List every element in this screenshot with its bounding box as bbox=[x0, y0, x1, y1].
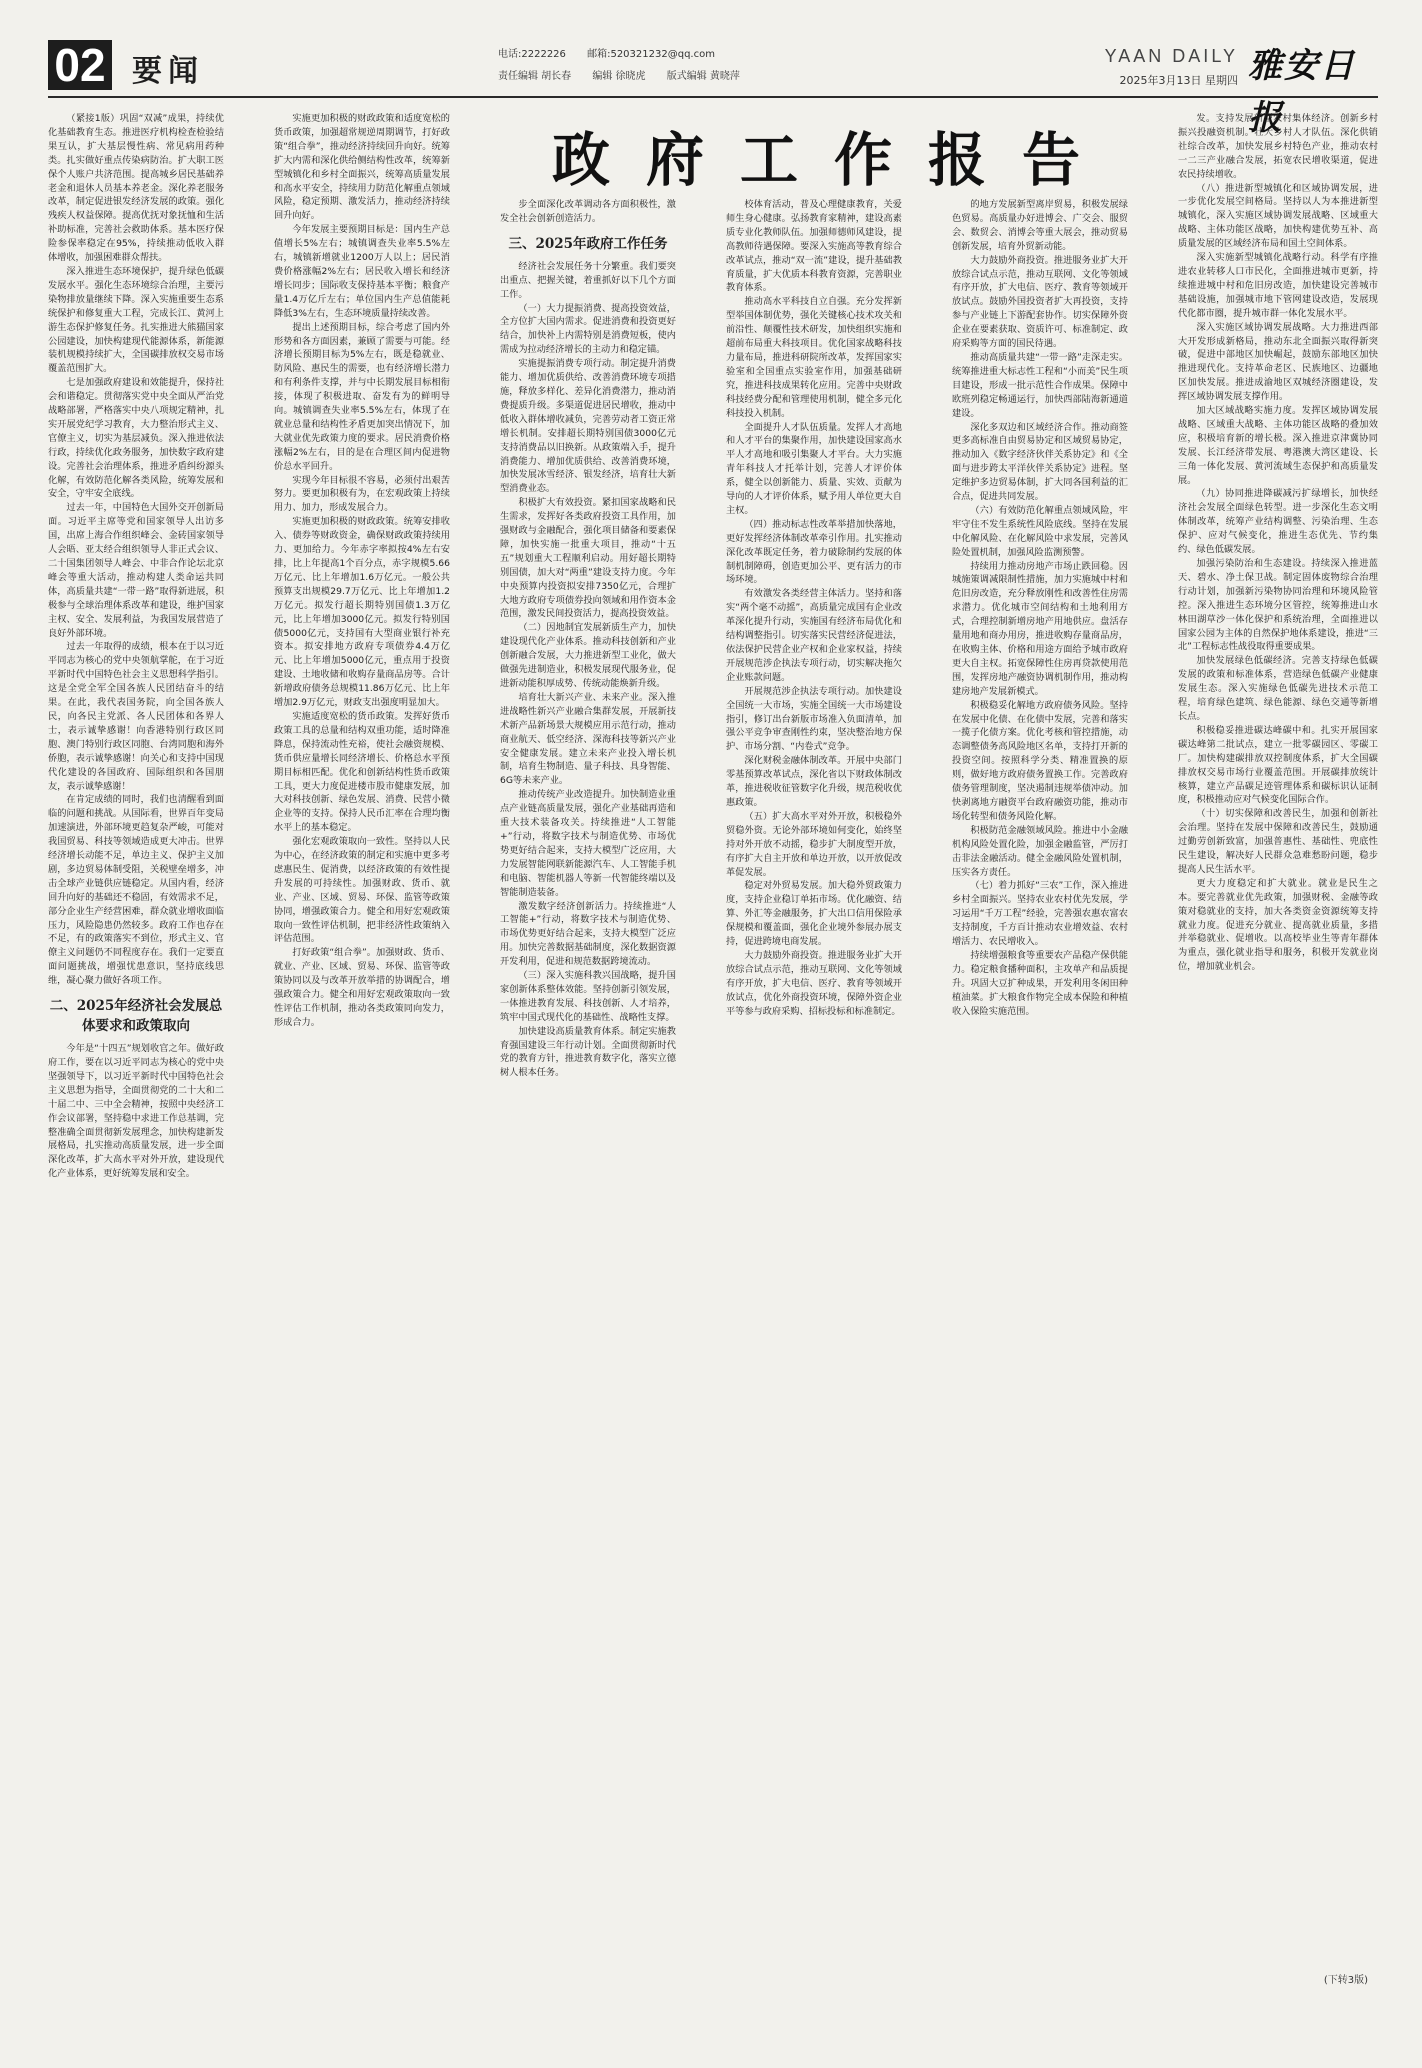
paragraph: 实施适度宽松的货币政策。发挥好货币政策工具的总量和结构双重功能，适时降准降息，保持流动性充裕，使社会融资规模、货币供应量增长同经济增长、价格总水平预期目标相匹配。优化和创新结构性货币政策工具，更大力度促进楼市股市健康发展，加大对科技创新、绿色发展、消费、民营小微企业等的支持。保持人民币汇率在合理均衡水平上的基本稳定。 bbox=[274, 710, 450, 834]
paragraph: （二）因地制宜发展新质生产力，加快建设现代化产业体系。推动科技创新和产业创新融合发展，大力推进新型工业化，做大做强先进制造业，积极发展现代服务业，促进新动能积厚成势、传统动能焕新升级。 bbox=[500, 622, 676, 689]
paragraph: （六）有效防范化解重点领域风险，牢牢守住不发生系统性风险底线。坚持在发展中化解风险、在化解风险中求发展，完善风险处置机制，加强风险监测预警。 bbox=[952, 504, 1128, 558]
paragraph: （八）推进新型城镇化和区域协调发展，进一步优化发展空间格局。坚持以人为本推进新型城镇化，深入实施区域协调发展战略、区域重大战略、主体功能区战略，加快构建优势互补、高质量发展的区域经济布局和国土空间体系。 bbox=[1178, 182, 1378, 250]
paragraph: 激发数字经济创新活力。持续推进“人工智能+”行动，将数字技术与制造优势、市场优势更好结合起来，支持大模型广泛应用。加快完善数据基础制度，深化数据资源开发利用，促进和规范数据跨境流动。 bbox=[500, 900, 676, 968]
paragraph: 加大区域战略实施力度。发挥区域协调发展战略、区域重大战略、主体功能区战略的叠加效应，积极培育新的增长极。深入推进京津冀协同发展、长江经济带发展、粤港澳大湾区建设、长三角一体化发展、黄河流域生态保护和高质量发展。 bbox=[1178, 405, 1378, 486]
paragraph: 推动高质量共建“一带一路”走深走实。统筹推进重大标志性工程和“小而美”民生项目建设，形成一批示范性合作成果。保障中欧班列稳定畅通运行，加快西部陆海新通道建设。 bbox=[952, 351, 1128, 419]
paragraph: 过去一年，中国特色大国外交开创新局面。习近平主席等党和国家领导人出访多国，出席上海合作组织峰会、金砖国家领导人会晤、亚太经合组织领导人非正式会议、二十国集团领导人峰会、中非合作论坛北京峰会等重大活动，推动构建人类命运共同体，高质量共建“一带一路”取得新进展，积极参与全球治理体系改革和建设，维护国家主权、安全、发展利益，为我国发展营造了良好外部环境。 bbox=[48, 502, 224, 639]
text-column-4 bbox=[726, 198, 902, 2068]
header-rule bbox=[48, 96, 1378, 98]
paragraph: 积极扩大有效投资。紧扣国家战略和民生需求，发挥好各类政府投资工具作用，加强财政与金融配合，强化项目储备和要素保障，加快实施一批重大项目，推动“十五五”规划重大工程顺利启动。用好超长期特别国债，加大对“两重”建设支持力度。今年中央预算内投资拟安排7350亿元，合理扩大地方政府专项债券投向领域和用作资本金范围，激发民间投资活力，提高投资效益。 bbox=[500, 497, 676, 620]
paragraph: 实施更加积极的财政政策。统筹安排收入、债券等财政资金，确保财政政策持续用力、更加给力。今年赤字率拟按4%左右安排，比上年提高1个百分点，赤字规模5.66万亿元、比上年增加1.6万亿元。一般公共预算支出规模29.7万亿元、比上年增加1.2万亿元。拟发行超长期特别国债1.3万亿元，比上年增加3000亿元。拟发行特别国债5000亿元，支持国有大型商业银行补充资本。拟安排地方政府专项债券4.4万亿元、比上年增加5000亿元，重点用于投资建设、土地收储和收购存量商品房等。合计新增政府债务总规模11.86万亿元、比上年增加2.9万亿元，财政支出强度明显加大。 bbox=[274, 516, 450, 709]
paragraph: 实现今年目标很不容易，必须付出艰苦努力。要更加积极有为，在宏观政策上持续用力、加力，形成发展合力。 bbox=[274, 474, 450, 514]
page-number: 02 bbox=[48, 40, 112, 90]
paragraph: （七）着力抓好“三农”工作，深入推进乡村全面振兴。坚持农业农村优先发展，学习运用“千万工程”经验，完善强农惠农富农支持制度，千方百计推动农业增效益、农村增活力、农民增收入。 bbox=[952, 880, 1128, 948]
paragraph: 的地方发展新型离岸贸易，积极发展绿色贸易。高质量办好进博会、广交会、服贸会、数贸会、消博会等重大展会，推动贸易创新发展，培育外贸新动能。 bbox=[952, 199, 1128, 252]
paragraph: 持续增强粮食等重要农产品稳产保供能力。稳定粮食播种面积，主攻单产和品质提升。巩固大豆扩种成果，开发利用冬闲田种植油菜。扩大粮食作物完全成本保险和种植收入保险实施范围。 bbox=[952, 949, 1128, 1017]
text-column-6 bbox=[1178, 112, 1378, 1982]
editor: 编辑 徐晓虎 bbox=[592, 71, 646, 82]
paragraph: 今年是“十四五”规划收官之年。做好政府工作，要在以习近平同志为核心的党中央坚强领导下，以习近平新时代中国特色社会主义思想为指导，全面贯彻党的二十大和二十届二中、三中全会精神，按照中央经济工作会议部署，坚持稳中求进工作总基调，完整准确全面贯彻新发展理念，加快构建新发展格局，扎实推动高质量发展，进一步全面深化改革，扩大高水平对外开放，建设现代化产业体系，更好统筹发展和安全。 bbox=[48, 1043, 224, 1180]
section-heading: 三、2025年政府工作任务 bbox=[508, 235, 668, 252]
paragraph: 校体育活动，普及心理健康教育，关爱师生身心健康。弘扬教育家精神，建设高素质专业化教师队伍。加强师德师风建设，提高教师待遇保障。要深入实施高等教育综合改革试点，推动“双一流”建设，提升基础教育质量，扩大优质本科教育资源，完善职业教育体系。 bbox=[726, 199, 902, 294]
paragraph: （五）扩大高水平对外开放，积极稳外贸稳外资。无论外部环境如何变化，始终坚持对外开放不动摇，稳步扩大制度型开放，有序扩大自主开放和单边开放，以开放促改革促发展。 bbox=[726, 810, 902, 878]
paragraph: 积极稳妥推进碳达峰碳中和。扎实开展国家碳达峰第二批试点，建立一批零碳园区、零碳工厂。加快构建碳排放双控制度体系，扩大全国碳排放权交易市场行业覆盖范围。开展碳排放统计核算，建立产品碳足迹管理体系和碳标识认证制度，积极推动应对气候变化国际合作。 bbox=[1178, 724, 1378, 806]
paragraph: 稳定对外贸易发展。加大稳外贸政策力度，支持企业稳订单拓市场。优化融资、结算、外汇等金融服务，扩大出口信用保险承保规模和覆盖面，强化企业境外参展办展支持，促进跨境电商发展。 bbox=[726, 880, 902, 948]
layout-editor: 版式编辑 黄晓萍 bbox=[666, 71, 740, 82]
paragraph: 有效激发各类经营主体活力。坚持和落实“两个毫不动摇”，高质量完成国有企业改革深化提升行动，实施国有经济布局优化和结构调整指引。切实落实民营经济促进法，依法保护民营企业产权和企业家权益，持续开展规范涉企执法专项行动，切实解决拖欠企业账款问题。 bbox=[726, 588, 902, 683]
paragraph: 七是加强政府建设和效能提升，保持社会和谐稳定。贯彻落实党中央全面从严治党战略部署，严格落实中央八项规定精神，扎实开展党纪学习教育，大力整治形式主义、官僚主义，切实为基层减负。深入推进依法行政，持续优化政务服务，加快数字政府建设。完善社会治理体系，推进矛盾纠纷源头化解，有效防范化解各类风险，统筹发展和安全，守牢安全底线。 bbox=[48, 377, 224, 500]
text-column-5 bbox=[952, 198, 1128, 2068]
continued-note: (下转3版) bbox=[1323, 1975, 1368, 1986]
section-name: 要闻 bbox=[132, 54, 204, 89]
paragraph: 深入实施区域协调发展战略。大力推进西部大开发形成新格局，推动东北全面振兴取得新突破，促进中部地区加快崛起，鼓励东部地区加快推进现代化。支持革命老区、民族地区、边疆地区加快发展。推进成渝地区双城经济圈建设，发挥区域协调发展支撑作用。 bbox=[1178, 321, 1378, 403]
paragraph: 提出上述预期目标，综合考虑了国内外形势和各方面因素，兼顾了需要与可能。经济增长预期目标为5%左右，既是稳就业、防风险、惠民生的需要，也有经济增长潜力和有利条件支撑，并与中长期发展目标相衔接，体现了积极进取、奋发有为的鲜明导向。城镇调查失业率5.5%左右，体现了在就业总量和结构性矛盾更加突出情况下，加大就业优先政策力度的要求。居民消费价格涨幅2%左右，目的是在合理区间内促进物价总水平回升。 bbox=[274, 321, 450, 472]
paragraph: 加快建设高质量教育体系。制定实施教育强国建设三年行动计划。全面贯彻新时代党的教育方针，推进教育数字化，落实立德树人根本任务。 bbox=[500, 1025, 676, 1079]
paragraph: 发。支持发展新型农村集体经济。创新乡村振兴投融资机制。壮大乡村人才队伍。深化供销社综合改革，加快发展乡村特色产业，推动农村一二三产业融合发展，拓宽农民增收渠道，促进农民持续增收。 bbox=[1178, 113, 1378, 180]
paragraph: 今年发展主要预期目标是：国内生产总值增长5%左右；城镇调查失业率5.5%左右，城镇新增就业1200万人以上；居民消费价格涨幅2%左右；居民收入增长和经济增长同步；国际收支保持基本平衡；粮食产量1.4万亿斤左右；单位国内生产总值能耗降低3%左右，生态环境质量持续改善。 bbox=[274, 224, 450, 319]
paragraph: 开展规范涉企执法专项行动。加快建设全国统一大市场，实施全国统一大市场建设指引，修订出台新版市场准入负面清单，加强公平竞争审查刚性约束，坚决整治地方保护、市场分割、“内卷式”竞争。 bbox=[726, 685, 902, 753]
paragraph: 积极防范金融领域风险。推进中小金融机构风险处置化险，加强金融监管，严厉打击非法金融活动。健全金融风险处置机制，压实各方责任。 bbox=[952, 824, 1128, 878]
paragraph: 经济社会发展任务十分繁重。我们要突出重点、把握关键，着重抓好以下几个方面工作。 bbox=[500, 260, 676, 300]
newspaper-logo: 雅安日报 bbox=[1248, 46, 1356, 138]
paragraph: 在肯定成绩的同时，我们也清醒看到面临的问题和挑战。从国际看，世界百年变局加速演进，外部环境更趋复杂严峻，可能对我国贸易、科技等领域造成更大冲击。世界经济增长动能不足，单边主义、保护主义加剧，多边贸易体制受阻，关税壁垒增多，冲击全球产业链供应链稳定。从国内看，经济回升向好的基础还不稳固，有效需求不足，部分企业生产经营困难，群众就业增收面临压力，风险隐患仍然较多。政府工作也存在不足，有的政策落实不到位，形式主义、官僚主义问题仍不同程度存在。我们一定要直面问题挑战，增强忧患意识，坚持底线思维，凝心聚力做好各项工作。 bbox=[48, 794, 224, 987]
paragraph: （九）协同推进降碳减污扩绿增长，加快经济社会发展全面绿色转型。进一步深化生态文明体制改革，统筹产业结构调整、污染治理、生态保护、应对气候变化，推进生态优先、节约集约、绿色低碳发展。 bbox=[1178, 488, 1378, 556]
editor-credits bbox=[498, 44, 758, 88]
paragraph: 积极稳妥化解地方政府债务风险。坚持在发展中化债、在化债中发展，完善和落实一揽子化债方案。优化考核和管控措施，动态调整债务高风险地区名单，支持打开新的投资空间。按照科学分类、精准置换的原则，做好地方政府债务置换工作。完善政府债务管理制度，坚决遏制违规举债冲动。加快剥离地方融资平台政府融资功能，推动市场化转型和债务风险化解。 bbox=[952, 699, 1128, 822]
paragraph: 推动传统产业改造提升。加快制造业重点产业链高质量发展，强化产业基础再造和重大技术装备攻关。持续推进“人工智能+”行动，将数字技术与制造优势、市场优势更好结合起来，支持大模型广泛应用，大力发展智能网联新能源汽车、人工智能手机和电脑、智能机器人等新一代智能终端以及智能制造装备。 bbox=[500, 789, 676, 898]
article bbox=[48, 112, 1378, 1992]
paragraph: 深入实施新型城镇化战略行动。科学有序推进农业转移人口市民化，全面推进城市更新，持续推进城中村和危旧房改造，加快建设完善城市基础设施，加强城市地下管网建设改造，发展现代化都市圈，提升城市群一体化发展水平。 bbox=[1178, 252, 1378, 319]
paragraph: （四）推动标志性改革举措加快落地，更好发挥经济体制改革牵引作用。扎实推动深化改革既定任务，着力破除制约发展的体制机制障碍，创造更加公平、更有活力的市场环境。 bbox=[726, 518, 902, 586]
text-column-3 bbox=[500, 198, 676, 2068]
section-heading: 二、2025年经济社会发展总体要求和政策取向 bbox=[49, 998, 223, 1035]
paragraph: 更大力度稳定和扩大就业。就业是民生之本。要完善就业优先政策，加强财税、金融等政策对稳就业的支持，加大各类资金资源统筹支持就业力度。促进充分就业、提高就业质量，多措并举稳就业、促增收。以高校毕业生等青年群体为重点，强化就业指导和服务，积极开发就业岗位，增加就业机会。 bbox=[1178, 877, 1378, 973]
paragraph: 推动高水平科技自立自强。充分发挥新型举国体制优势，强化关键核心技术攻关和前沿性、颠覆性技术研发，加快组织实施和超前布局重大科技项目。优化国家战略科技力量布局，推进科研院所改革，发挥国家实验室和全国重点实验室作用，加强基础研究，推进科技成果转化应用。完善中央财政科技经费分配和管理使用机制，健全多元化科技投入机制。 bbox=[726, 296, 902, 419]
text-column-1 bbox=[48, 112, 224, 1982]
paragraph: （紧接1版）巩固“双减”成果，持续优化基础教育生态。推进医疗机构检查检验结果互认，扩大基层慢性病、常见病用药种类。扎实做好重点传染病防治。扩大职工医保个人账户共济范围。提高城乡居民基础养老金和退休人员基本养老金。深化养老服务改革，制定促进银发经济发展的政策。强化残疾人权益保障。提高优抚对象抚恤和生活补助标准，完善社会救助体系。基本医疗保险参保率稳定在95%，持续推动低收入群体增收，加强困难群众帮扶。 bbox=[48, 113, 224, 264]
paragraph: 深化财税金融体制改革。开展中央部门零基预算改革试点，深化省以下财政体制改革，推进税收征管数字化升级，规范税收优惠政策。 bbox=[726, 755, 902, 808]
email: 邮箱:520321232@qq.com bbox=[587, 49, 715, 60]
phone: 电话:2222226 bbox=[498, 49, 566, 60]
paragraph: 培育壮大新兴产业、未来产业。深入推进战略性新兴产业融合集群发展，开展新技术新产品新场景大规模应用示范行动，推动商业航天、低空经济、深海科技等新兴产业安全健康发展。建立未来产业投入增长机制，培育生物制造、量子科技、具身智能、6G等未来产业。 bbox=[500, 691, 676, 787]
paragraph: 大力鼓励外商投资。推进服务业扩大开放综合试点示范，推动互联网、文化等领域有序开放，扩大电信、医疗、教育等领域开放试点，优化外商投资环境，保障外资企业平等参与政府采购、招标投标和标准制定。 bbox=[726, 949, 902, 1017]
paragraph: 全面提升人才队伍质量。发挥人才高地和人才平台的集聚作用，加快建设国家高水平人才高地和吸引集聚人才平台。大力实施青年科技人才托举计划，完善人才评价体系，健全以创新能力、质量、实效、贡献为导向的人才评价体系，赋予用人单位更大自主权。 bbox=[726, 421, 902, 516]
paragraph: 强化宏观政策取向一致性。坚持以人民为中心，在经济政策的制定和实施中更多考虑惠民生、促消费，以经济政策的有效性提升发展的可持续性。加强财政、货币、就业、产业、区域、贸易、环保、监管等政策协同，增强政策合力。健全和用好宏观政策取向一致性评估机制，把非经济性政策纳入评估范围。 bbox=[274, 836, 450, 945]
paragraph: 实施提振消费专项行动。制定提升消费能力、增加优质供给、改善消费环境专项措施，释放多样化、差异化消费潜力，推动消费提质升级。多渠道促进居民增收，推动中低收入群体增收减负，完善劳动者工资正常增长机制。安排超长期特别国债3000亿元支持消费品以旧换新。从政策端入手，提升消费能力、增加优质供给、改善消费环境，加快发展冰雪经济、银发经济，培育壮大新型消费业态。 bbox=[500, 358, 676, 495]
article-title: 政府工作报告 bbox=[551, 126, 1116, 194]
paper-name-en: YAAN DAILY bbox=[1104, 46, 1238, 66]
paragraph: 加强污染防治和生态建设。持续深入推进蓝天、碧水、净土保卫战。制定固体废物综合治理行动计划，加强新污染物协同治理和环境风险管控。深入推进生态环境分区管控，统筹推进山水林田湖草沙一体化保护和系统治理，全面推进以国家公园为主体的自然保护地体系建设，推进“三北”工程标志性战役取得重要成果。 bbox=[1178, 558, 1378, 653]
duty-editor: 责任编辑 胡长春 bbox=[498, 71, 572, 82]
paragraph: 持续用力推动房地产市场止跌回稳。因城施策调减限制性措施，加力实施城中村和危旧房改造，充分释放刚性和改善性住房需求潜力。优化城市空间结构和土地利用方式，合理控制新增房地产用地供应。盘活存量用地和商办用房，推进收购存量商品房，在收购主体、价格和用途方面给予城市政府更大自主权。拓宽保障性住房再贷款使用范围，发挥房地产融资协调机制作用，推动构建房地产发展新模式。 bbox=[952, 560, 1128, 697]
paragraph: 打好政策“组合拳”。加强财政、货币、就业、产业、区域、贸易、环保、监管等政策协同以及与改革开放举措的协调配合，增强政策合力。健全和用好宏观政策取向一致性评估工作机制，推动各类政策同向发力，形成合力。 bbox=[274, 947, 450, 1028]
paragraph: 大力鼓励外商投资。推进服务业扩大开放综合试点示范，推动互联网、文化等领域有序开放，扩大电信、医疗、教育等领域开放试点。鼓励外国投资者扩大再投资，支持参与产业链上下游配套协作。切实保障外资企业在要素获取、资质许可、标准制定、政府采购等方面的国民待遇。 bbox=[952, 254, 1128, 350]
paragraph: 深化多双边和区域经济合作。推动商签更多高标准自由贸易协定和区域贸易协定，推动加入《数字经济伙伴关系协定》和《全面与进步跨太平洋伙伴关系协定》进程。坚定维护多边贸易体制，扩大同各国利益的汇合点，促进共同发展。 bbox=[952, 421, 1128, 503]
publication-date: 2025年3月13日 星期四 bbox=[1119, 74, 1238, 87]
masthead bbox=[48, 39, 1378, 138]
paragraph: 加快发展绿色低碳经济。完善支持绿色低碳发展的政策和标准体系，营造绿色低碳产业健康发展生态。深入实施绿色低碳先进技术示范工程，培育绿色建筑、绿色能源、绿色交通等新增长点。 bbox=[1178, 655, 1378, 722]
paragraph: 实施更加积极的财政政策和适度宽松的货币政策，加强超常规逆周期调节，打好政策“组合拳”，推动经济持续回升向好。统筹扩大内需和深化供给侧结构性改革，统筹新型城镇化和乡村全面振兴，统筹高质量发展和高水平安全，持续用力防范化解重点领域风险，稳定预期、激发活力，推动经济持续回升向好。 bbox=[274, 113, 450, 222]
paragraph: （三）深入实施科教兴国战略，提升国家创新体系整体效能。坚持创新引领发展，一体推进教育发展、科技创新、人才培养，筑牢中国式现代化的基础性、战略性支撑。 bbox=[500, 970, 676, 1023]
paragraph: 步全面深化改革调动各方面积极性，激发全社会创新创造活力。 bbox=[500, 199, 676, 224]
text-column-2 bbox=[274, 112, 450, 1982]
paragraph: （一）大力提振消费、提高投资效益，全方位扩大国内需求。促进消费和投资更好结合，加快补上内需特别是消费短板，使内需成为拉动经济增长的主动力和稳定锚。 bbox=[500, 302, 676, 356]
paragraph: 深入推进生态环境保护，提升绿色低碳发展水平。强化生态环境综合治理，主要污染物排放量继续下降。深入实施重要生态系统保护和修复重大工程，完成长江、黄河上游生态保护修复任务。扎实推进大熊猫国家公园建设，加快构建现代能源体系，新能源装机规模持续扩大，全国碳排放权交易市场覆盖范围扩大。 bbox=[48, 265, 224, 375]
paragraph: （十）切实保障和改善民生，加强和创新社会治理。坚持在发展中保障和改善民生，鼓励通过勤劳创新致富，加强普惠性、基础性、兜底性民生建设，解决好人民群众急难愁盼问题，稳步提高人民生活水平。 bbox=[1178, 808, 1378, 875]
paragraph: 过去一年取得的成绩，根本在于以习近平同志为核心的党中央领航掌舵，在于习近平新时代中国特色社会主义思想科学指引。这是全党全军全国各族人民团结奋斗的结果。在此，我代表国务院，向全国各族人民，向各民主党派、各人民团体和各界人士，表示诚挚感谢！向香港特别行政区同胞、澳门特别行政区同胞、台湾同胞和海外侨胞，表示诚挚感谢！向关心和支持中国现代化建设的各国政府、国际组织和各国朋友，表示诚挚感谢！ bbox=[48, 641, 224, 792]
